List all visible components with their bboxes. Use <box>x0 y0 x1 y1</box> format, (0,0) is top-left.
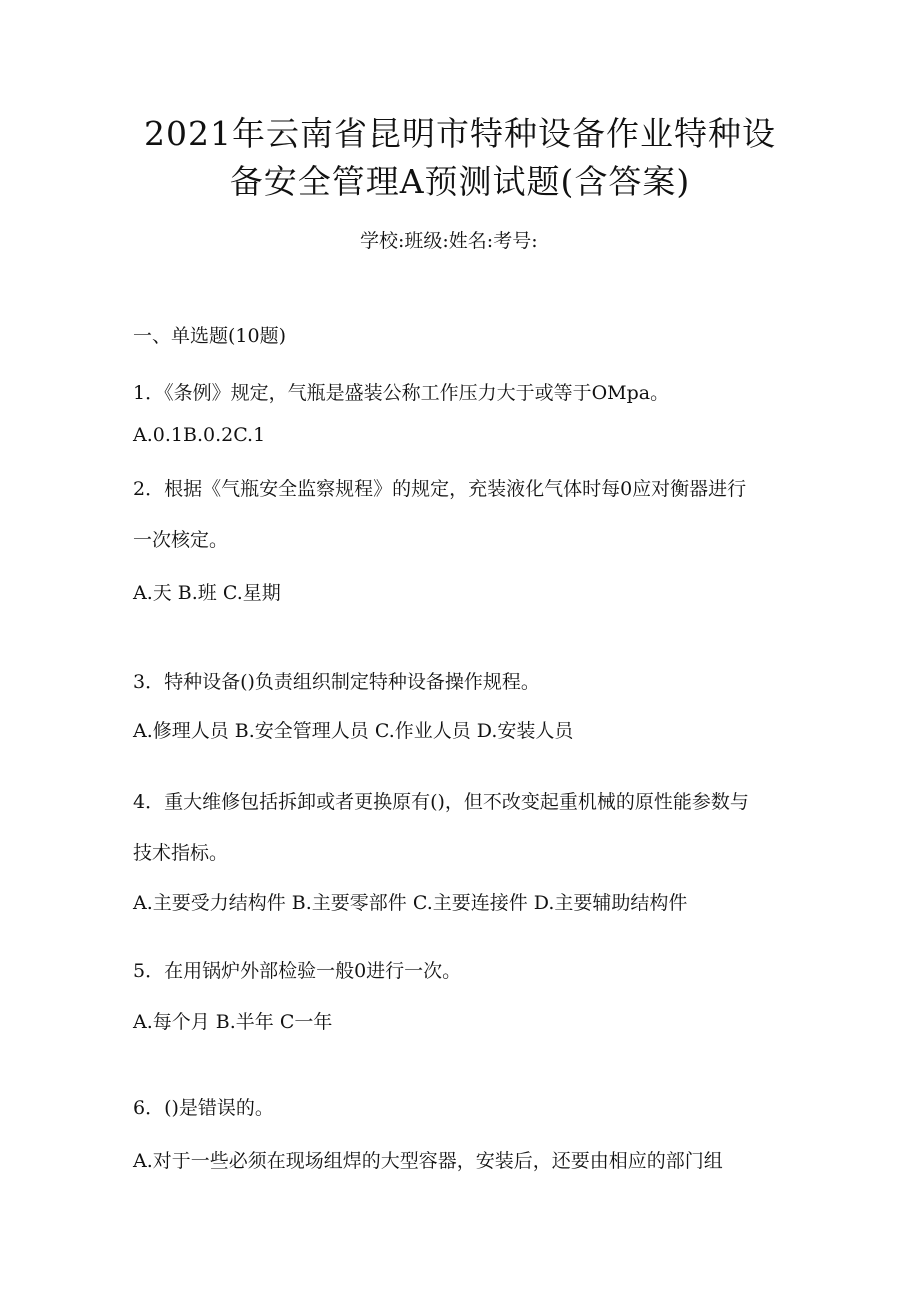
student-info-line: 学校:班级:姓名:考号: <box>360 230 538 252</box>
section-heading: 一、单选题(10题) <box>133 325 287 347</box>
question-3-options: A.修理人员 B.安全管理人员 C.作业人员 D.安装人员 <box>133 720 574 742</box>
question-6: 6．()是错误的。 <box>133 1097 274 1119</box>
question-4-line-2: 技术指标。 <box>133 842 229 864</box>
question-5: 5．在用锅炉外部检验一般0进行一次。 <box>133 960 462 982</box>
question-1: 1．《条例》规定，气瓶是盛装公称工作压力大于或等于OMpa。 <box>133 382 670 404</box>
question-2-line-1: 2．根据《气瓶安全监察规程》的规定，充装液化气体时每0应对衡器进行 <box>133 478 747 500</box>
question-4-line-1: 4．重大维修包括拆卸或者更换原有()，但不改变起重机械的原性能参数与 <box>133 791 749 813</box>
question-2-options: A.天 B.班 C.星期 <box>133 582 281 604</box>
document-title-line-2: 备安全管理A预测试题(含答案) <box>229 162 691 201</box>
question-3: 3．特种设备()负责组织制定特种设备操作规程。 <box>133 671 540 693</box>
question-2-line-2: 一次核定。 <box>133 529 229 551</box>
question-4-options: A.主要受力结构件 B.主要零部件 C.主要连接件 D.主要辅助结构件 <box>133 892 688 914</box>
question-1-options: A.0.1B.0.2C.1 <box>133 424 266 446</box>
question-5-options: A.每个月 B.半年 C一年 <box>133 1011 333 1033</box>
document-title-line-1: 2021年云南省昆明市特种设备作业特种设 <box>144 114 776 153</box>
question-6-option-a: A.对于一些必须在现场组焊的大型容器，安装后，还要由相应的部门组 <box>133 1150 723 1172</box>
